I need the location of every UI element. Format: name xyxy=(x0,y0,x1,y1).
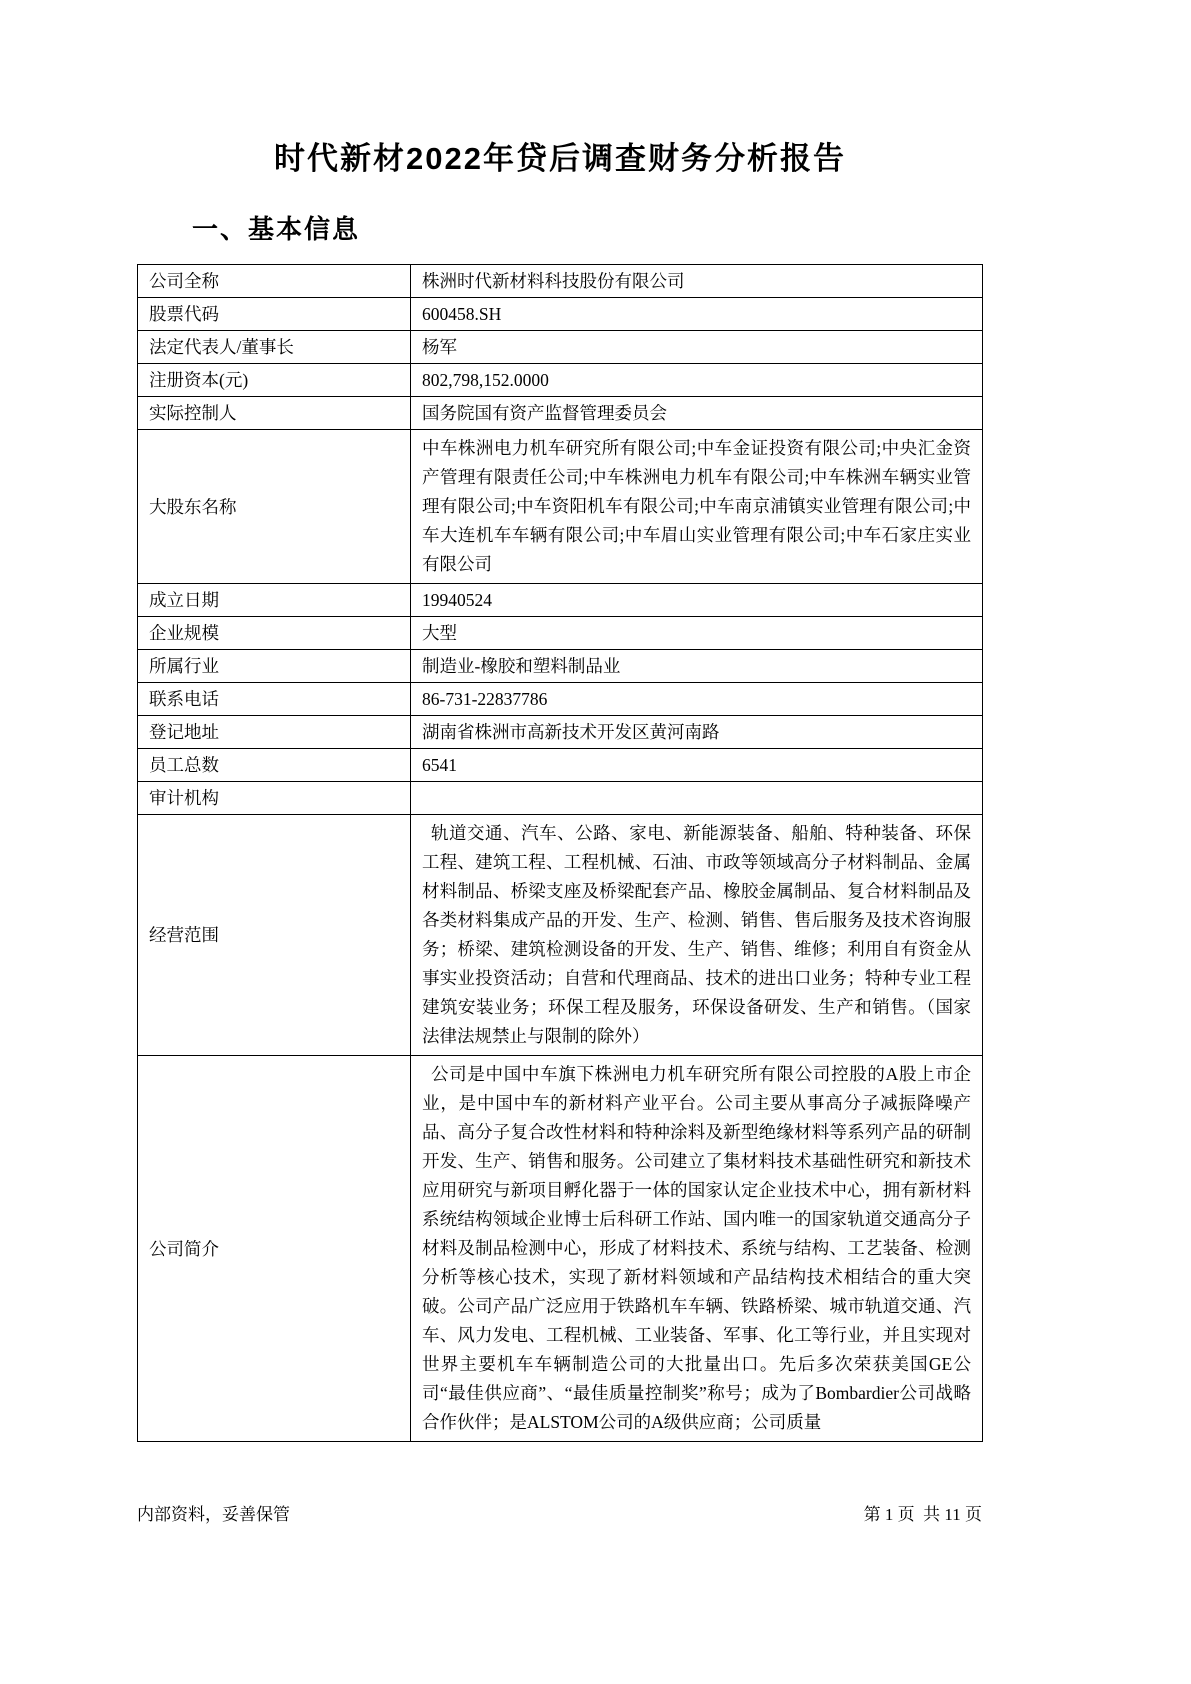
row-value xyxy=(411,782,983,815)
basic-info-table-body xyxy=(138,265,983,1442)
row-value: 湖南省株洲市高新技术开发区黄河南路 xyxy=(411,716,983,749)
row-value: 轨道交通、汽车、公路、家电、新能源装备、船舶、特种装备、环保工程、建筑工程、工程机械、石油、市政等领域高分子材料制品、金属材料制品、桥梁支座及桥梁配套产品、橡胶金属制品、复合材料制品及各类材料集成产品的开发、生产、检测、销售、售后服务及技术咨询服务；桥梁、建筑检测设备的开发、生产、销售、维修；利用自有资金从事实业投资活动；自营和代理商品、技术的进出口业务；特种专业工程建筑安装业务；环保工程及服务，环保设备研发、生产和销售。（国家法律法规禁止与限制的除外） xyxy=(411,815,983,1056)
row-value: 株洲时代新材料科技股份有限公司 xyxy=(411,265,983,298)
footer-page-number: 第 1 页 共 11 页 xyxy=(863,1505,982,1524)
table-row xyxy=(138,430,983,584)
table-row xyxy=(138,265,983,298)
row-label: 所属行业 xyxy=(138,650,411,683)
table-row xyxy=(138,782,983,815)
table-row xyxy=(138,650,983,683)
table-row xyxy=(138,617,983,650)
table-row xyxy=(138,716,983,749)
row-label: 联系电话 xyxy=(138,683,411,716)
row-label: 注册资本(元) xyxy=(138,364,411,397)
table-row xyxy=(138,298,983,331)
document-title: 时代新材2022年贷后调查财务分析报告 xyxy=(274,141,846,176)
row-label: 公司全称 xyxy=(138,265,411,298)
row-value: 大型 xyxy=(411,617,983,650)
table-row xyxy=(138,815,983,1056)
row-label: 经营范围 xyxy=(138,815,411,1056)
row-value: 86-731-22837786 xyxy=(411,683,983,716)
footer-confidential-note: 内部资料，妥善保管 xyxy=(137,1505,290,1524)
row-value: 制造业-橡胶和塑料制品业 xyxy=(411,650,983,683)
row-label: 成立日期 xyxy=(138,584,411,617)
table-row xyxy=(138,683,983,716)
row-label: 法定代表人/董事长 xyxy=(138,331,411,364)
row-label: 大股东名称 xyxy=(138,430,411,584)
basic-info-table xyxy=(137,264,983,1442)
row-value: 公司是中国中车旗下株洲电力机车研究所有限公司控股的A股上市企业，是中国中车的新材料产业平台。公司主要从事高分子减振降噪产品、高分子复合改性材料和特种涂料及新型绝缘材料等系列产品的研制开发、生产、销售和服务。公司建立了集材料技术基础性研究和新技术应用研究与新项目孵化器于一体的国家认定企业技术中心，拥有新材料系统结构领域企业博士后科研工作站、国内唯一的国家轨道交通高分子材料及制品检测中心，形成了材料技术、系统与结构、工艺装备、检测分析等核心技术，实现了新材料领域和产品结构技术相结合的重大突破。公司产品广泛应用于铁路机车车辆、铁路桥梁、城市轨道交通、汽车、风力发电、工程机械、工业装备、军事、化工等行业，并且实现对世界主要机车车辆制造公司的大批量出口。先后多次荣获美国GE公司“最佳供应商”、“最佳质量控制奖”称号；成为了Bombardier公司战略合作伙伴；是ALSTOM公司的A级供应商；公司质量 xyxy=(411,1056,983,1442)
row-label: 审计机构 xyxy=(138,782,411,815)
row-label: 实际控制人 xyxy=(138,397,411,430)
row-value: 6541 xyxy=(411,749,983,782)
table-row xyxy=(138,397,983,430)
section-heading-basic-info: 一、基本信息 xyxy=(192,214,361,244)
row-label: 公司简介 xyxy=(138,1056,411,1442)
row-value: 19940524 xyxy=(411,584,983,617)
table-row xyxy=(138,749,983,782)
table-row xyxy=(138,364,983,397)
row-value: 国务院国有资产监督管理委员会 xyxy=(411,397,983,430)
table-row xyxy=(138,1056,983,1442)
row-label: 股票代码 xyxy=(138,298,411,331)
table-row xyxy=(138,331,983,364)
row-value: 802,798,152.0000 xyxy=(411,364,983,397)
row-label: 企业规模 xyxy=(138,617,411,650)
row-value: 中车株洲电力机车研究所有限公司;中车金证投资有限公司;中央汇金资产管理有限责任公司;中车株洲电力机车有限公司;中车株洲车辆实业管理有限公司;中车资阳机车有限公司;中车南京浦镇实业管理有限公司;中车大连机车车辆有限公司;中车眉山实业管理有限公司;中车石家庄实业有限公司 xyxy=(411,430,983,584)
table-row xyxy=(138,584,983,617)
row-label: 登记地址 xyxy=(138,716,411,749)
row-label: 员工总数 xyxy=(138,749,411,782)
row-value: 600458.SH xyxy=(411,298,983,331)
row-value: 杨军 xyxy=(411,331,983,364)
